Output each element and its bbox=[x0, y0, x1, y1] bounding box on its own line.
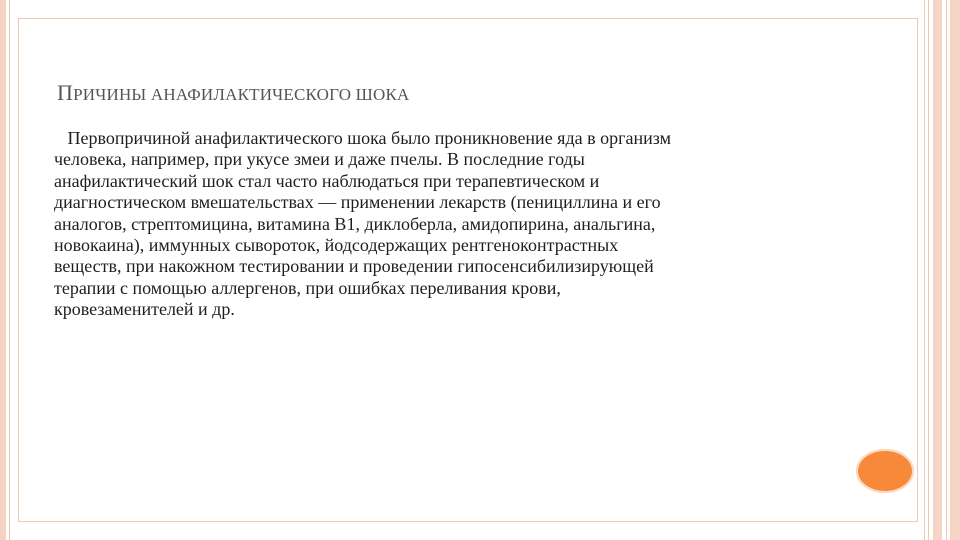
right-accent-line-2 bbox=[928, 0, 929, 540]
left-accent-line bbox=[9, 0, 10, 540]
body-line: Первопричиной анафилактического шока было проникновение яда в организм bbox=[54, 128, 671, 148]
body-line: человека, например, при укусе змеи и даже пчелы. В последние годы bbox=[54, 149, 585, 170]
left-accent-stripe bbox=[0, 0, 6, 540]
title-initial: П bbox=[57, 80, 74, 105]
right-accent-line-3 bbox=[946, 0, 947, 540]
right-accent-stripe-2 bbox=[950, 0, 960, 540]
body-line: анафилактический шок стал часто наблюдаться при терапевтическом и bbox=[54, 170, 600, 191]
slide-title bbox=[57, 80, 410, 106]
title-rest: РИЧИНЫ АНАФИЛАКТИЧЕСКОГО ШОКА bbox=[73, 85, 410, 104]
right-accent-stripe-1 bbox=[933, 0, 942, 540]
orange-circle-decoration bbox=[856, 449, 914, 493]
body-line: кровезаменителей и др. bbox=[54, 299, 235, 320]
right-accent-line-1 bbox=[924, 0, 925, 540]
slide-body bbox=[54, 128, 824, 321]
body-line: диагностическом вмешательствах — применении лекарств (пенициллина и его bbox=[54, 192, 661, 213]
body-line: терапии с помощью аллергенов, при ошибках переливания крови, bbox=[54, 277, 561, 298]
body-line: веществ, при накожном тестировании и проведении гипосенсибилизирующей bbox=[54, 256, 654, 277]
body-line: новокаина), иммунных сывороток, йодсодержащих рентгеноконтрастных bbox=[54, 235, 619, 256]
body-line: аналогов, стрептомицина, витамина В1, диклоберла, амидопирина, анальгина, bbox=[54, 213, 656, 234]
